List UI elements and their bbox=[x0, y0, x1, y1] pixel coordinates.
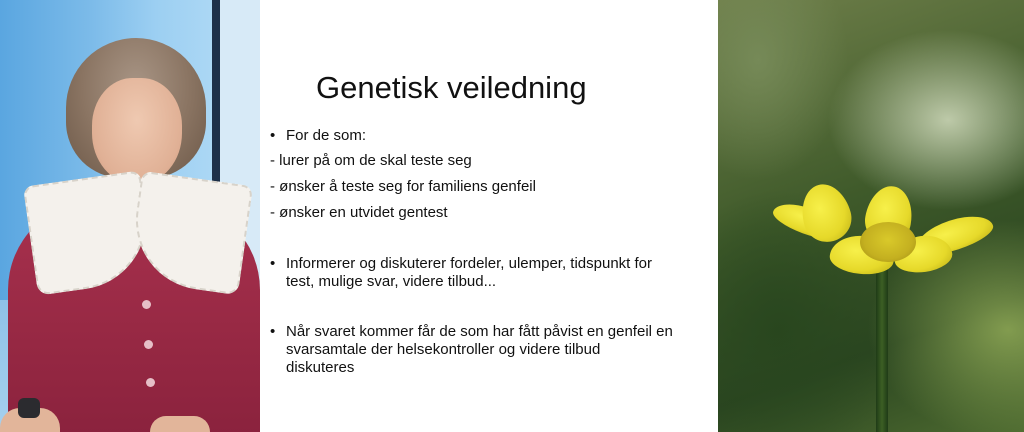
flower-stem bbox=[876, 260, 888, 432]
clicker-remote bbox=[18, 398, 40, 418]
studio-pillar bbox=[212, 0, 220, 190]
cardigan-button bbox=[146, 378, 155, 387]
slide-sub-item: - ønsker å teste seg for familiens genfeil bbox=[270, 178, 536, 195]
bullet-dot: • bbox=[270, 323, 276, 340]
slide-title: Genetisk veiledning bbox=[316, 70, 587, 105]
cardigan-button bbox=[142, 300, 151, 309]
slide-bullet-continuation: test, mulige svar, videre tilbud... bbox=[286, 273, 497, 290]
presentation-slide bbox=[260, 0, 718, 432]
slide-bullet bbox=[270, 255, 653, 273]
bullet-dot: • bbox=[270, 127, 276, 144]
presenter-hand-right bbox=[150, 416, 210, 432]
slide-bullet bbox=[270, 323, 673, 341]
presenter-video bbox=[0, 0, 260, 432]
bullet-text: For de som: bbox=[286, 127, 367, 144]
slide-sub-item: - ønsker en utvidet gentest bbox=[270, 204, 448, 221]
bullet-text: Når svaret kommer får de som har fått påvist en genfeil en bbox=[286, 323, 673, 340]
slide-bullet-continuation: diskuteres bbox=[286, 359, 355, 376]
cardigan-button bbox=[144, 340, 153, 349]
slide-bullet-continuation: svarsamtale der helsekontroller og videre tilbud bbox=[286, 341, 601, 358]
flower-center bbox=[860, 222, 916, 262]
slide-bullet bbox=[270, 127, 367, 145]
bullet-dot: • bbox=[270, 255, 276, 272]
bullet-text: Informerer og diskuterer fordeler, ulemper, tidspunkt for bbox=[286, 255, 653, 272]
slide-sub-item: - lurer på om de skal teste seg bbox=[270, 152, 472, 169]
flower-photo bbox=[718, 0, 1024, 432]
presenter-face bbox=[92, 78, 182, 184]
